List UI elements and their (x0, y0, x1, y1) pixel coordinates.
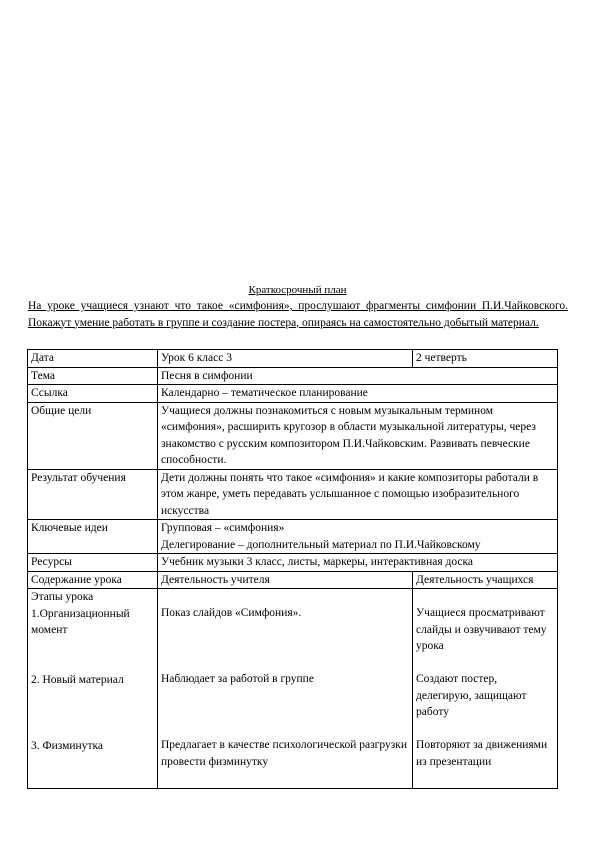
topic-value: Песня в симфонии (158, 367, 558, 385)
lesson-plan-table (27, 349, 558, 789)
stages-title: Этапы урока (31, 591, 94, 603)
key-idea-group: Групповая – «симфония» (161, 522, 285, 534)
student-stage-1: Учащиеся просматривают слайды и озвучивают тему урока (416, 607, 547, 652)
content-label: Содержание урока (28, 571, 158, 589)
teacher-stage-2: Наблюдает за работой в группе (161, 673, 314, 685)
resources-value: Учебник музыки 3 класс, листы, маркеры, интерактивная доска (158, 554, 558, 572)
stages-cell (28, 589, 158, 789)
reference-label: Ссылка (28, 385, 158, 403)
student-stages-cell (413, 589, 558, 789)
goals-label: Общие цели (28, 402, 158, 469)
stage-name-3: 3. Физминутка (31, 739, 103, 752)
key-idea-delegation: Делегирование – дополнительный материал по П.И.Чайковскому (161, 538, 481, 551)
resources-label: Ресурсы (28, 554, 158, 572)
key-ideas-value (158, 520, 558, 554)
student-activity-header: Деятельность учащихся (413, 571, 558, 589)
table-row-stages (28, 589, 558, 789)
teacher-stage-1: Показ слайдов «Симфония». (161, 607, 302, 619)
plan-title: Краткосрочный план (248, 284, 347, 296)
teacher-stage-3: Предлагает в качестве психологической разгрузки провести физминутку (161, 739, 408, 768)
table-row-topic (28, 367, 558, 385)
table-row-key-ideas (28, 520, 558, 554)
intro-paragraph: На уроке учащиеся узнают что такое «симфония», прослушают фрагменты симфонии П.И.Чайковского. Покажут умение работать в группе и создание постера, опираясь на самостоятельно добытый материал. (28, 300, 568, 329)
table-row-result (28, 469, 558, 520)
goals-value: Учащиеся должны познакомиться с новым музыкальным термином «симфония», расширить кругозор в области музыкальной литературы, через знакомство с русским композитором П.И.Чайковским. Развивать певческие способности. (158, 402, 558, 469)
quarter-cell: 2 четверть (413, 350, 558, 368)
topic-label: Тема (28, 367, 158, 385)
student-stage-2: Создают постер, делегирую, защищают работу (416, 673, 527, 718)
teacher-stages-cell (158, 589, 413, 789)
date-label: Дата (28, 350, 158, 368)
table-row-resources (28, 554, 558, 572)
table-row-content-header (28, 571, 558, 589)
lesson-class-cell: Урок 6 класс 3 (158, 350, 413, 368)
stage-name-2: 2. Новый материал (31, 673, 124, 686)
table-row-date (28, 350, 558, 368)
table-row-goals (28, 402, 558, 469)
key-ideas-label: Ключевые идеи (28, 520, 158, 554)
teacher-activity-header: Деятельность учителя (158, 571, 413, 589)
reference-value: Календарно – тематическое планирование (158, 385, 558, 403)
result-label: Результат обучения (28, 469, 158, 520)
stage-name-1: 1.Организационный момент (31, 607, 130, 636)
result-value: Дети должны понять что такое «симфония» и какие композиторы работали в этом жанре, уметь передавать услышанное с помощью изобразительного искусства (158, 469, 558, 520)
table-row-reference (28, 385, 558, 403)
student-stage-3: Повторяют за движениями из презентации (416, 739, 548, 768)
